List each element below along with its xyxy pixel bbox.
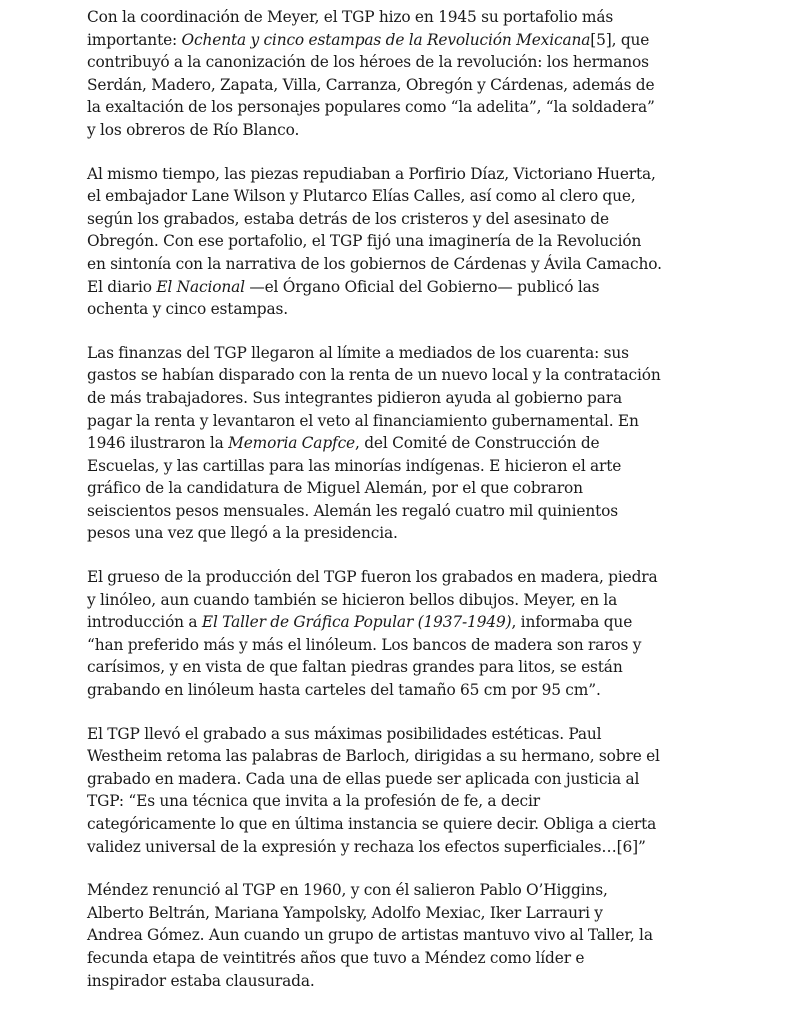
paragraph-3 bbox=[87, 342, 662, 545]
paragraph-1-text-b: , que contribuyó a la canonización de los héroes de la revolución: los hermanos Serdán, Madero, Zapata, Villa, Carranza, Obregón y Cárdenas, además de la exaltación de los personajes populares como “la adelita”, “la soldadera” y los obreros de Río Blanco. bbox=[87, 30, 655, 139]
paragraph-4 bbox=[87, 566, 662, 702]
paragraph-2 bbox=[87, 163, 662, 321]
footnote-link-5[interactable]: [5] bbox=[590, 30, 612, 49]
article-body bbox=[87, 6, 662, 1013]
paragraph-2-text-a: Al mismo tiempo, las piezas repudiaban a Porfirio Díaz, Victoriano Huerta, el embajador Lane Wilson y Plutarco Elías Calles, así como al clero que, según los grabados, estaba detrás de los cristeros y del asesinato de Obregón. Con ese portafolio, el TGP fijó una imaginería de la Revolución en sintonía con la narrativa de los gobiernos de Cárdenas y Ávila Camacho. El diario bbox=[87, 164, 662, 296]
paragraph-5-text-b: ” bbox=[637, 837, 646, 856]
newspaper-title: El Nacional bbox=[156, 277, 245, 296]
paragraph-5-text-a: El TGP llevó el grabado a sus máximas posibilidades estéticas. Paul Westheim retoma las palabras de Barloch, dirigidas a su hermano, sobre el grabado en madera. Cada una de ellas puede ser aplicada con justicia al TGP: “Es una técnica que invita a la profesión de fe, a decir categóricamente lo que en última instancia se quiere decir. Obliga a cierta validez universal de la expresión y rechaza los efectos superficiales… bbox=[87, 724, 660, 856]
footnote-link-6[interactable]: [6] bbox=[616, 837, 638, 856]
paragraph-6-text: Méndez renunció al TGP en 1960, y con él salieron Pablo O’Higgins, Alberto Beltrán, Mariana Yampolsky, Adolfo Mexiac, Iker Larrauri y Andrea Gómez. Aun cuando un grupo de artistas mantuvo vivo al Taller, la fecunda etapa de veintitrés años que tuvo a Méndez como líder e inspirador estaba clausurada. bbox=[87, 881, 653, 990]
book-title: El Taller de Gráfica Popular (1937-1949) bbox=[201, 613, 512, 632]
paragraph-3-text-a: Las finanzas del TGP llegaron al límite a mediados de los cuarenta: sus gastos se habían disparado con la renta de un nuevo local y la contratación de más trabajadores. Sus integrantes pidieron ayuda al gobierno para pagar la renta y levantaron el veto al financiamiento gubernamental. En 1946 ilustraron la bbox=[87, 343, 661, 453]
paragraph-4-text-b: , informaba que “han preferido más y más el linóleum. Los bancos de madera son raros y carísimos, y en vista de que faltan piedras grandes para litos, se están grabando en linóleum hasta carteles del tamaño 65 cm por 95 cm”. bbox=[87, 613, 642, 700]
memoria-title: Memoria Capfce bbox=[228, 434, 356, 453]
paragraph-1-text-a: Con la coordinación de Meyer, el TGP hizo en 1945 su portafolio más importante: bbox=[87, 8, 614, 49]
paragraph-5 bbox=[87, 723, 662, 859]
paragraph-2-text-b: —el Órgano Oficial del Gobierno— publicó las ochenta y cinco estampas. bbox=[87, 277, 600, 319]
paragraph-3-text-b: , del Comité de Construcción de Escuelas, y las cartillas para las minorías indígenas. E hicieron el arte gráfico de la candidatura de Miguel Alemán, por el que cobraron seiscientos pesos mensuales. Alemán les regaló cuatro mil quinientos pesos una vez que llegó a la presidencia. bbox=[87, 434, 622, 543]
paragraph-1 bbox=[87, 6, 662, 142]
paragraph-6 bbox=[87, 879, 662, 992]
portfolio-title: Ochenta y cinco estampas de la Revolución Mexicana bbox=[181, 30, 591, 49]
paragraph-4-text-a: El grueso de la producción del TGP fueron los grabados en madera, piedra y linóleo, aun cuando también se hicieron bellos dibujos. Meyer, en la introducción a bbox=[87, 568, 658, 632]
